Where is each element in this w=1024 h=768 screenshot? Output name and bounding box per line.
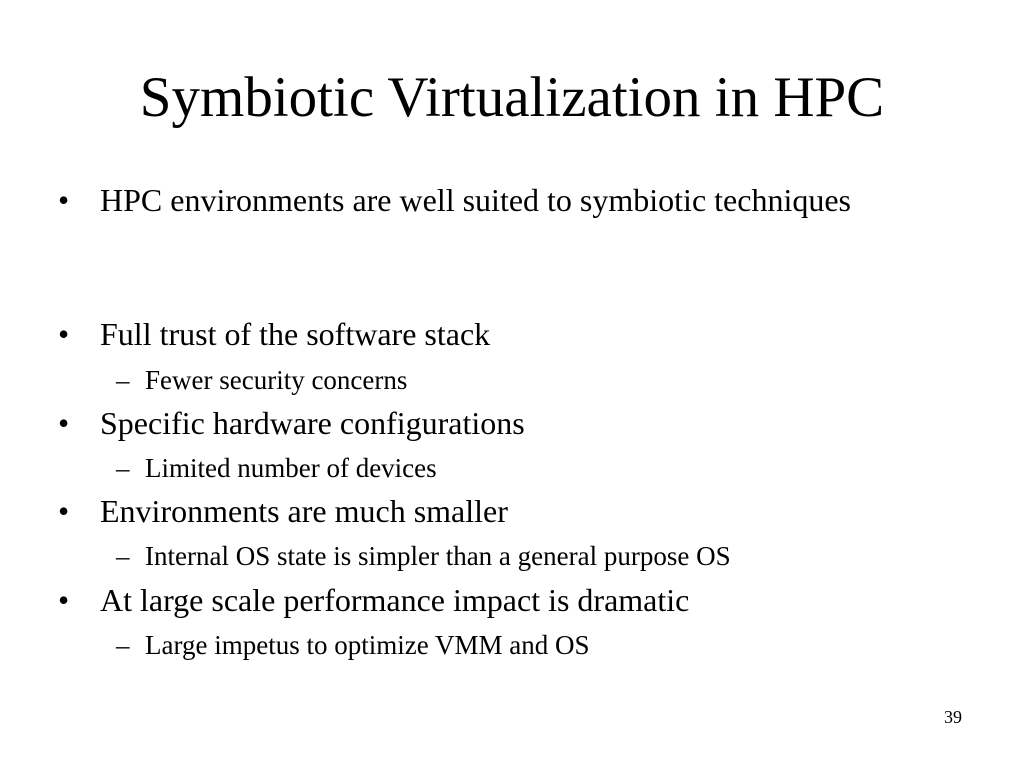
bullet-marker: • <box>58 316 70 352</box>
sub-bullet-text: Fewer security concerns <box>145 365 408 395</box>
bullet-text: HPC environments are well suited to symbiotic techniques <box>100 182 851 218</box>
bullet-text: At large scale performance impact is dramatic <box>100 582 690 618</box>
bullet-item <box>58 492 888 530</box>
bullet-text: Specific hardware configurations <box>100 405 525 441</box>
bullet-marker: • <box>58 493 70 529</box>
sub-bullet-item <box>116 629 936 661</box>
sub-bullet-text: Large impetus to optimize VMM and OS <box>145 630 590 660</box>
sub-bullet-text: Limited number of devices <box>145 453 437 483</box>
bullet-marker: • <box>58 582 70 618</box>
sub-bullet-text: Internal OS state is simpler than a general purpose OS <box>145 541 731 571</box>
sub-bullet-item <box>116 540 936 572</box>
bullet-item <box>58 181 888 219</box>
bullet-marker: • <box>58 405 70 441</box>
sub-bullet-marker: – <box>116 365 130 395</box>
sub-bullet-marker: – <box>116 453 130 483</box>
bullet-item <box>58 404 888 442</box>
sub-bullet-item <box>116 364 936 396</box>
bullet-text: Full trust of the software stack <box>100 316 491 352</box>
bullet-text: Environments are much smaller <box>100 493 508 529</box>
slide-title: Symbiotic Virtualization in HPC <box>139 66 885 129</box>
sub-bullet-item <box>116 452 936 484</box>
bullet-item <box>58 581 888 619</box>
sub-bullet-marker: – <box>116 541 130 571</box>
sub-bullet-marker: – <box>116 630 130 660</box>
page-number: 39 <box>944 707 962 727</box>
bullet-item <box>58 315 888 353</box>
bullet-marker: • <box>58 182 70 218</box>
